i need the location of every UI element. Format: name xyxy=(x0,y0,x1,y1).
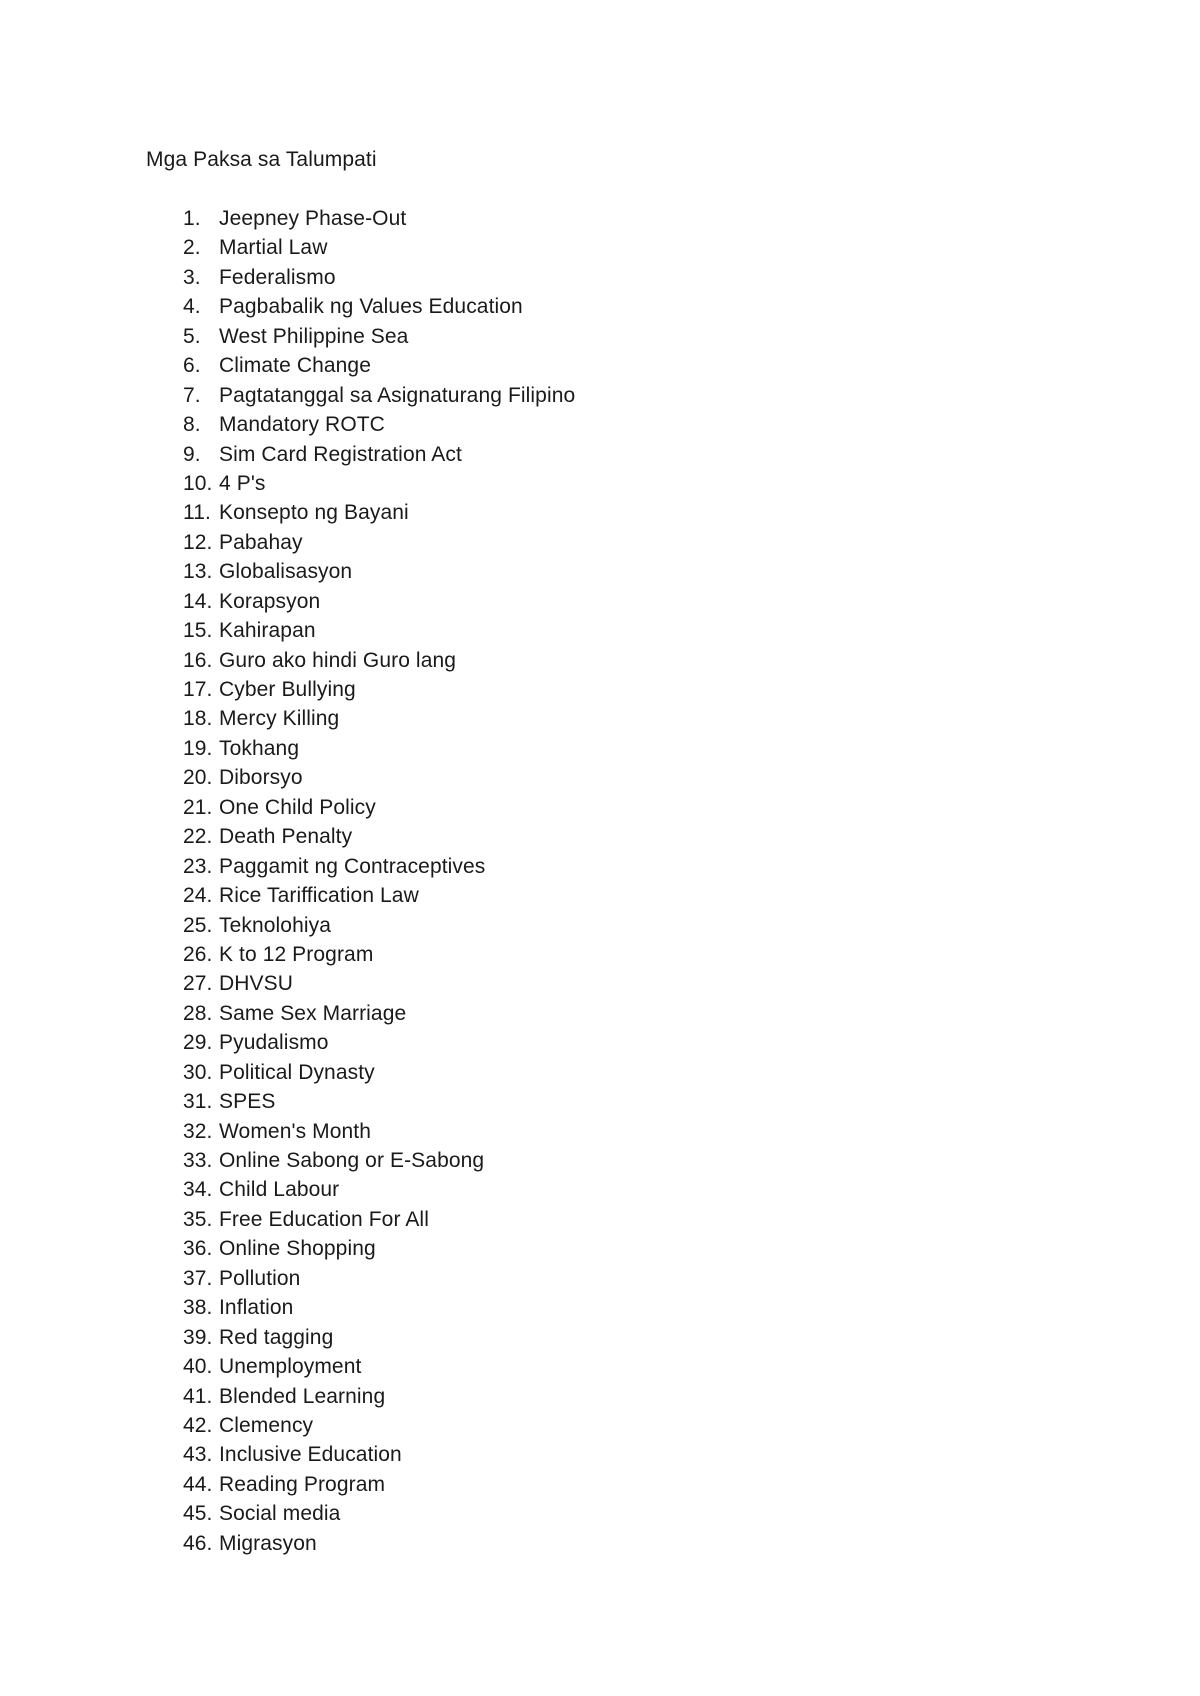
list-item-text: Free Education For All xyxy=(219,1207,429,1231)
list-item-text: Political Dynasty xyxy=(219,1060,375,1084)
list-item-number: 20. xyxy=(183,766,213,790)
list-item-number: 14. xyxy=(183,589,213,613)
list-item-number: 7. xyxy=(183,383,201,407)
list-item-text: Teknolohiya xyxy=(219,913,332,937)
list-item-number: 9. xyxy=(183,442,201,466)
list-item-number: 39. xyxy=(183,1325,213,1349)
list-item-text: West Philippine Sea xyxy=(219,324,409,348)
list-item-number: 18. xyxy=(183,707,213,731)
list-item-text: Martial Law xyxy=(219,236,328,260)
list-item-text: Death Penalty xyxy=(219,825,353,849)
list-item-text: Guro ako hindi Guro lang xyxy=(219,648,457,672)
list-item-text: Pagtatanggal sa Asignaturang Filipino xyxy=(219,383,576,407)
list-item-number: 22. xyxy=(183,825,213,849)
list-item-number: 10. xyxy=(183,471,213,495)
list-item-text: Cyber Bullying xyxy=(219,678,356,701)
list-item-text: Online Shopping xyxy=(219,1237,376,1261)
list-item-text: Pabahay xyxy=(219,530,303,554)
list-item-number: 24. xyxy=(183,884,213,908)
list-item-text: Mercy Killing xyxy=(219,707,340,731)
list-item-text: K to 12 Program xyxy=(219,942,374,966)
list-item-number: 21. xyxy=(183,795,213,819)
list-item-text: Korapsyon xyxy=(219,589,321,613)
document-title: Mga Paksa sa Talumpati xyxy=(146,148,377,171)
list-item-text: Migrasyon xyxy=(219,1531,317,1555)
list-item-text: Tokhang xyxy=(219,736,300,760)
list-item-number: 15. xyxy=(183,619,213,643)
list-item-text: Clemency xyxy=(219,1413,314,1437)
list-item-number: 2. xyxy=(183,236,201,260)
list-item-text: Inflation xyxy=(219,1296,294,1320)
list-item-number: 12. xyxy=(183,530,213,554)
list-item-text: Inclusive Education xyxy=(219,1443,402,1467)
list-item-number: 45. xyxy=(183,1502,213,1526)
list-item-text: 4 P's xyxy=(219,471,266,495)
list-item-number: 29. xyxy=(183,1031,213,1055)
list-item-text: Online Sabong or E-Sabong xyxy=(219,1149,485,1172)
list-item-number: 38. xyxy=(183,1296,213,1320)
list-item-text: Jeepney Phase-Out xyxy=(219,207,407,230)
list-item-number: 13. xyxy=(183,560,213,584)
list-item-number: 30. xyxy=(183,1060,213,1084)
list-item-text: One Child Policy xyxy=(219,795,376,819)
list-item-number: 28. xyxy=(183,1001,213,1025)
list-item-number: 23. xyxy=(183,854,213,878)
list-item-number: 17. xyxy=(183,678,213,701)
list-item-number: 40. xyxy=(183,1355,213,1379)
list-item-number: 8. xyxy=(183,413,201,437)
list-item-text: Mandatory ROTC xyxy=(219,413,385,437)
list-item-number: 35. xyxy=(183,1207,213,1231)
list-item-text: SPES xyxy=(219,1090,276,1114)
list-item-number: 34. xyxy=(183,1178,213,1202)
list-item-number: 46. xyxy=(183,1531,213,1555)
list-item-number: 33. xyxy=(183,1149,213,1172)
list-item-number: 4. xyxy=(183,295,201,319)
list-item-number: 43. xyxy=(183,1443,213,1467)
list-item-number: 6. xyxy=(183,354,201,378)
list-item-number: 32. xyxy=(183,1119,213,1143)
list-item-text: Federalismo xyxy=(219,265,336,289)
list-item-text: Child Labour xyxy=(219,1178,340,1202)
list-item-text: Same Sex Marriage xyxy=(219,1001,407,1025)
list-item-text: Women's Month xyxy=(219,1119,371,1143)
list-item-number: 11. xyxy=(183,501,211,525)
list-item-text: Rice Tariffication Law xyxy=(219,884,419,908)
list-item-number: 1. xyxy=(183,207,201,230)
list-item-text: Sim Card Registration Act xyxy=(219,442,462,466)
list-item-number: 3. xyxy=(183,265,201,289)
list-item-text: Konsepto ng Bayani xyxy=(219,501,409,525)
list-item-text: DHVSU xyxy=(219,972,294,996)
list-item-text: Pyudalismo xyxy=(219,1031,329,1055)
list-item-text: Diborsyo xyxy=(219,766,303,790)
list-item-text: Blended Learning xyxy=(219,1384,386,1408)
list-item-number: 26. xyxy=(183,942,213,966)
list-item-text: Globalisasyon xyxy=(219,560,353,584)
list-item-number: 41. xyxy=(183,1384,213,1408)
list-item-number: 31. xyxy=(183,1090,213,1114)
list-item-number: 25. xyxy=(183,913,213,937)
list-item-number: 19. xyxy=(183,736,213,760)
list-item-number: 37. xyxy=(183,1266,213,1290)
list-item-text: Social media xyxy=(219,1502,341,1526)
list-item-number: 27. xyxy=(183,972,213,996)
list-item-text: Pagbabalik ng Values Education xyxy=(219,295,523,319)
list-item-number: 5. xyxy=(183,324,201,348)
list-item-text: Climate Change xyxy=(219,354,371,378)
list-item-number: 42. xyxy=(183,1413,213,1437)
list-item-number: 44. xyxy=(183,1472,213,1496)
list-item-text: Unemployment xyxy=(219,1355,362,1379)
list-item-text: Reading Program xyxy=(219,1472,386,1496)
list-item-number: 16. xyxy=(183,648,213,672)
list-item-text: Pollution xyxy=(219,1266,301,1290)
list-item-text: Paggamit ng Contraceptives xyxy=(219,854,486,878)
list-item-text: Kahirapan xyxy=(219,619,316,643)
list-item-number: 36. xyxy=(183,1237,213,1261)
list-item-text: Red tagging xyxy=(219,1325,334,1349)
